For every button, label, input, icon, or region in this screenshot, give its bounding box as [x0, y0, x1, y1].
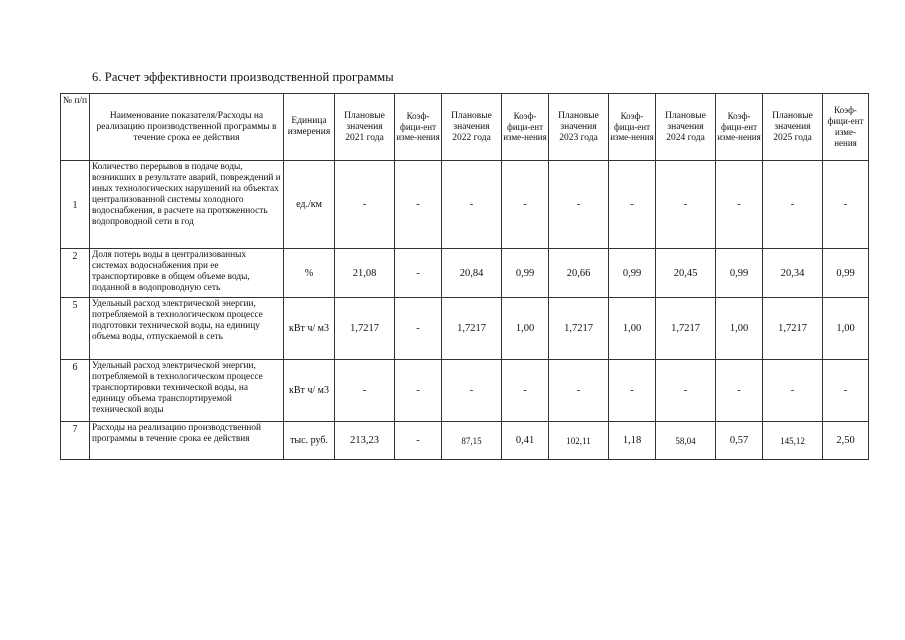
- header-coef-2025: Коэф-фици-ент изме-нения: [823, 94, 869, 161]
- row-name: Удельный расход электрической энергии, потребляемой в технологическом процессе транспортировки технической воды, на единицу объема транспортируемой технической воды: [90, 360, 284, 422]
- section-heading: 6. Расчет эффективности производственной программы: [92, 70, 394, 84]
- coef-2025: -: [823, 161, 869, 249]
- table-row: [61, 161, 869, 249]
- coef-2024: 1,00: [716, 298, 763, 360]
- row-name: Удельный расход электрической энергии, потребляемой в технологическом процессе подготовки технической воды, на единицу объема воды, отпускаемой в сеть: [90, 298, 284, 360]
- coef-2023: 1,00: [609, 298, 656, 360]
- header-coef-2023: Коэф-фици-ент изме-нения: [609, 94, 656, 161]
- coef-2021: -: [395, 249, 442, 298]
- value-2022: 20,84: [442, 249, 502, 298]
- header-plan-2023: Плановые значения 2023 года: [549, 94, 609, 161]
- coef-2025: -: [823, 360, 869, 422]
- value-2023: 102,11: [549, 422, 609, 460]
- coef-2021: -: [395, 298, 442, 360]
- efficiency-table: [60, 93, 869, 460]
- header-plan-2022: Плановые значения 2022 года: [442, 94, 502, 161]
- value-2023: -: [549, 360, 609, 422]
- row-unit: %: [284, 249, 335, 298]
- row-num: 7: [61, 422, 90, 460]
- value-2024: -: [656, 161, 716, 249]
- value-2025: 145,12: [763, 422, 823, 460]
- row-unit: кВт ч/ м3: [284, 360, 335, 422]
- coef-2023: 0,99: [609, 249, 656, 298]
- header-coef-2022: Коэф-фици-ент изме-нения: [502, 94, 549, 161]
- value-2023: 20,66: [549, 249, 609, 298]
- header-plan-2024: Плановые значения 2024 года: [656, 94, 716, 161]
- coef-2025: 0,99: [823, 249, 869, 298]
- value-2022: 87,15: [442, 422, 502, 460]
- table-row: [61, 422, 869, 460]
- coef-2022: 1,00: [502, 298, 549, 360]
- header-name: Наименование показателя/Расходы на реализацию производственной программы в течение срока ее действия: [90, 94, 284, 161]
- value-2023: -: [549, 161, 609, 249]
- coef-2025: 2,50: [823, 422, 869, 460]
- row-unit: ед./км: [284, 161, 335, 249]
- row-unit: кВт ч/ м3: [284, 298, 335, 360]
- row-name: Количество перерывов в подаче воды, возникших в результате аварий, повреждений и иных технологических нарушений на объектах централизованной системы холодного водоснабжения, в расчете на протяженность водопроводной сети в год: [90, 161, 284, 249]
- table-row: [61, 249, 869, 298]
- row-num: 2: [61, 249, 90, 298]
- value-2022: -: [442, 360, 502, 422]
- row-num: 1: [61, 161, 90, 249]
- coef-2024: 0,57: [716, 422, 763, 460]
- row-num: 6: [61, 360, 90, 422]
- coef-2024: 0,99: [716, 249, 763, 298]
- row-name: Доля потерь воды в централизованных системах водоснабжения при ее транспортировке в общем объеме воды, поданной в водопроводную сеть: [90, 249, 284, 298]
- coef-2025: 1,00: [823, 298, 869, 360]
- value-2021: -: [335, 161, 395, 249]
- header-num: № п/п: [61, 94, 90, 161]
- value-2025: 1,7217: [763, 298, 823, 360]
- header-coef-2021: Коэф-фици-ент изме-нения: [395, 94, 442, 161]
- value-2021: 21,08: [335, 249, 395, 298]
- coef-2024: -: [716, 161, 763, 249]
- header-plan-2025: Плановые значения 2025 года: [763, 94, 823, 161]
- value-2021: 1,7217: [335, 298, 395, 360]
- value-2022: -: [442, 161, 502, 249]
- value-2024: 20,45: [656, 249, 716, 298]
- value-2021: -: [335, 360, 395, 422]
- value-2025: -: [763, 360, 823, 422]
- coef-2023: 1,18: [609, 422, 656, 460]
- value-2021: 213,23: [335, 422, 395, 460]
- table-row: [61, 298, 869, 360]
- row-unit: тыс. руб.: [284, 422, 335, 460]
- value-2022: 1,7217: [442, 298, 502, 360]
- row-name: Расходы на реализацию производственной программы в течение срока ее действия: [90, 422, 284, 460]
- table-row: [61, 360, 869, 422]
- value-2024: -: [656, 360, 716, 422]
- header-unit: Единица измерения: [284, 94, 335, 161]
- row-num: 5: [61, 298, 90, 360]
- coef-2021: -: [395, 422, 442, 460]
- value-2024: 58,04: [656, 422, 716, 460]
- value-2024: 1,7217: [656, 298, 716, 360]
- coef-2023: -: [609, 360, 656, 422]
- coef-2024: -: [716, 360, 763, 422]
- header-plan-2021: Плановые значения 2021 года: [335, 94, 395, 161]
- value-2023: 1,7217: [549, 298, 609, 360]
- coef-2022: -: [502, 161, 549, 249]
- coef-2022: 0,99: [502, 249, 549, 298]
- coef-2023: -: [609, 161, 656, 249]
- header-coef-2024: Коэф-фици-ент изме-нения: [716, 94, 763, 161]
- coef-2022: -: [502, 360, 549, 422]
- table-header-row: [61, 94, 869, 161]
- coef-2021: -: [395, 360, 442, 422]
- coef-2021: -: [395, 161, 442, 249]
- value-2025: -: [763, 161, 823, 249]
- value-2025: 20,34: [763, 249, 823, 298]
- coef-2022: 0,41: [502, 422, 549, 460]
